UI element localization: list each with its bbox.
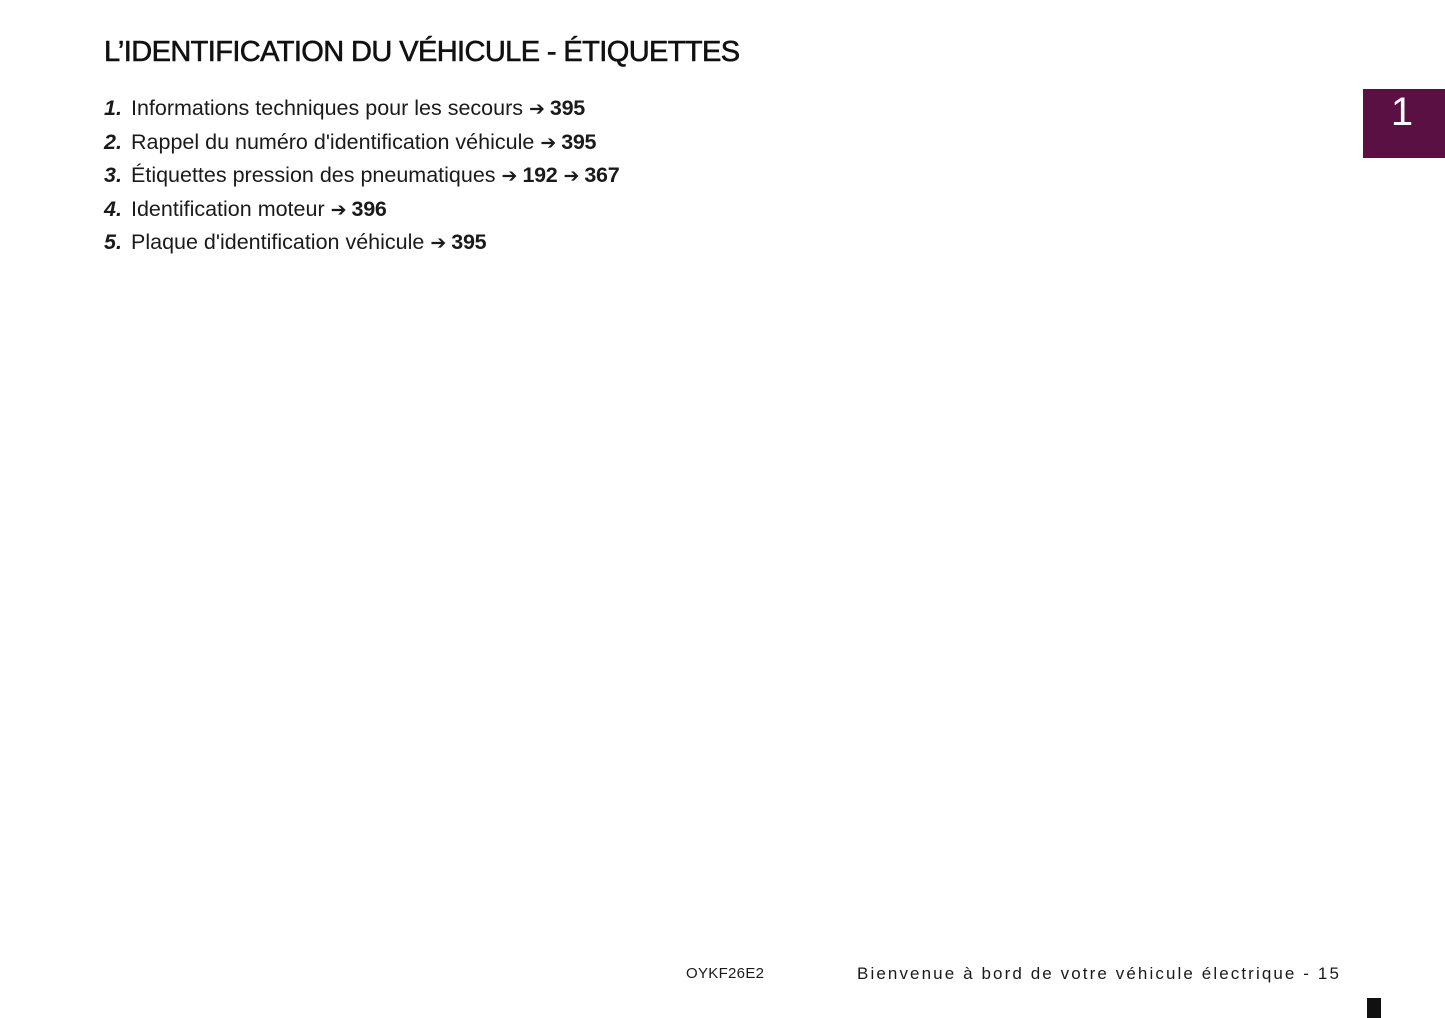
list-item (104, 226, 619, 260)
item-number: 3. (104, 163, 122, 187)
page-edge-marker (1367, 998, 1381, 1018)
page-reference-link[interactable]: 396 (351, 196, 387, 221)
item-number: 1. (104, 96, 122, 120)
list-item (104, 126, 619, 160)
document-code: OYKF26E2 (686, 965, 765, 982)
page-reference-link[interactable]: 395 (561, 129, 597, 154)
item-text: Rappel du numéro d'identification véhicule (131, 129, 535, 154)
page-reference-link[interactable]: 395 (451, 230, 487, 254)
item-number: 4. (104, 196, 122, 221)
list-item (104, 159, 619, 193)
page-reference-link[interactable]: 395 (549, 96, 585, 120)
item-text: Étiquettes pression des pneumatiques (131, 163, 496, 187)
item-text: Informations techniques pour les secours (131, 96, 523, 120)
reference-list (104, 92, 619, 260)
arrow-right-icon: ➔ (430, 233, 447, 254)
footer-section-page: Bienvenue à bord de votre véhicule électrique - 15 (857, 964, 1341, 983)
page-title: L’IDENTIFICATION DU VÉHICULE - ÉTIQUETTES (104, 36, 740, 68)
list-item (104, 193, 619, 227)
arrow-right-icon: ➔ (501, 166, 518, 187)
item-text: Identification moteur (131, 196, 325, 221)
list-item (104, 92, 619, 126)
page-reference-link[interactable]: 192 (522, 163, 558, 187)
arrow-right-icon: ➔ (529, 99, 545, 120)
arrow-right-icon: ➔ (540, 132, 557, 154)
page-reference-link[interactable]: 367 (584, 163, 620, 187)
arrow-right-icon: ➔ (563, 166, 580, 187)
chapter-tab[interactable]: 1 (1363, 89, 1445, 158)
item-number: 5. (104, 230, 122, 254)
arrow-right-icon: ➔ (330, 199, 347, 221)
item-number: 2. (104, 129, 122, 154)
item-text: Plaque d'identification véhicule (131, 230, 425, 254)
